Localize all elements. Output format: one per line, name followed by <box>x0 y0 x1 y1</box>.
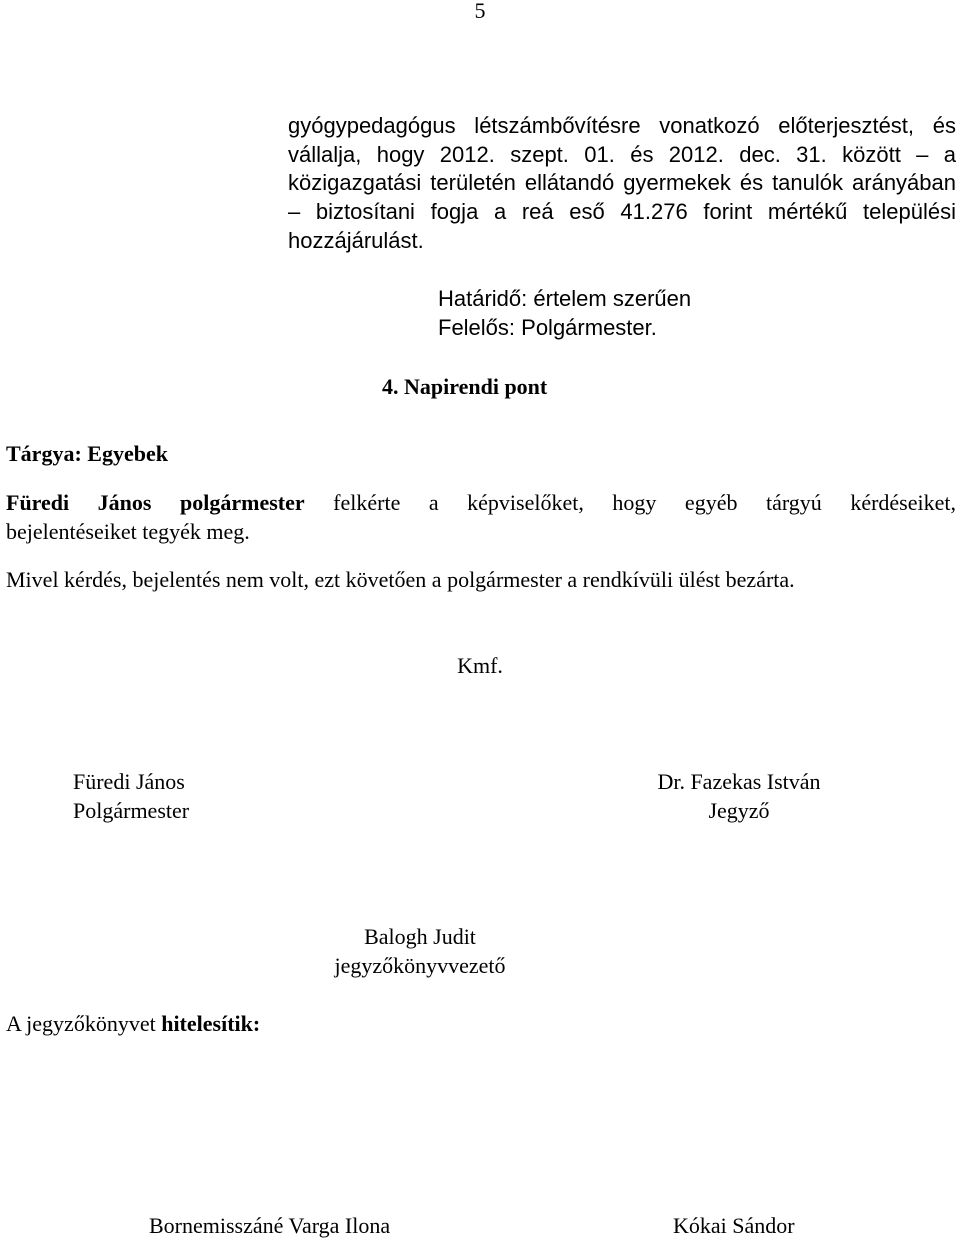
recorder-title: jegyzőkönyvvezető <box>334 953 506 978</box>
body-text: felkérte a képviselőket, hogy egyéb tárgyú kérdéseiket, <box>333 490 956 515</box>
kmf-mark: Kmf. <box>457 653 503 678</box>
intro-line: vállalja, hogy 2012. szept. 01. és 2012. dec. 31. között – a <box>288 142 956 167</box>
notary-title: Jegyző <box>708 798 770 823</box>
recorder-name: Balogh Judit <box>364 924 476 949</box>
intro-line: közigazgatási területén ellátandó gyermekek és tanulók arányában <box>288 170 956 195</box>
authenticators-bold: hitelesítik: <box>161 1011 261 1036</box>
page-number: 5 <box>474 0 486 23</box>
mayor-name: Füredi János <box>73 769 185 794</box>
agenda-heading: 4. Napirendi pont <box>382 374 548 399</box>
responsible-line: Felelős: Polgármester. <box>438 315 657 340</box>
notary-name: Dr. Fazekas István <box>657 769 821 794</box>
authenticator-name: Bornemisszáné Varga Ilona <box>149 1213 391 1238</box>
body-line-2: bejelentéseiket tegyék meg. <box>6 519 250 544</box>
subject-heading: Tárgya: Egyebek <box>6 441 168 466</box>
authenticators-prefix: A jegyzőkönyvet <box>6 1011 162 1036</box>
mayor-title: Polgármester <box>73 798 190 823</box>
speaker-name: Füredi János polgármester <box>6 490 305 515</box>
intro-line: – biztosítani fogja a reá eső 41.276 forint mértékű települési <box>288 199 956 224</box>
body-line-1 <box>6 488 956 517</box>
deadline-line: Határidő: értelem szerűen <box>438 286 692 311</box>
intro-line: hozzájárulást. <box>288 228 424 253</box>
intro-line: gyógypedagógus létszámbővítésre vonatkozó előterjesztést, és <box>288 113 956 138</box>
authenticator-name: Kókai Sándor <box>673 1213 795 1238</box>
authenticators-heading <box>6 1009 260 1038</box>
closing-sentence: Mivel kérdés, bejelentés nem volt, ezt követően a polgármester a rendkívüli ülést bezárta. <box>6 567 795 592</box>
